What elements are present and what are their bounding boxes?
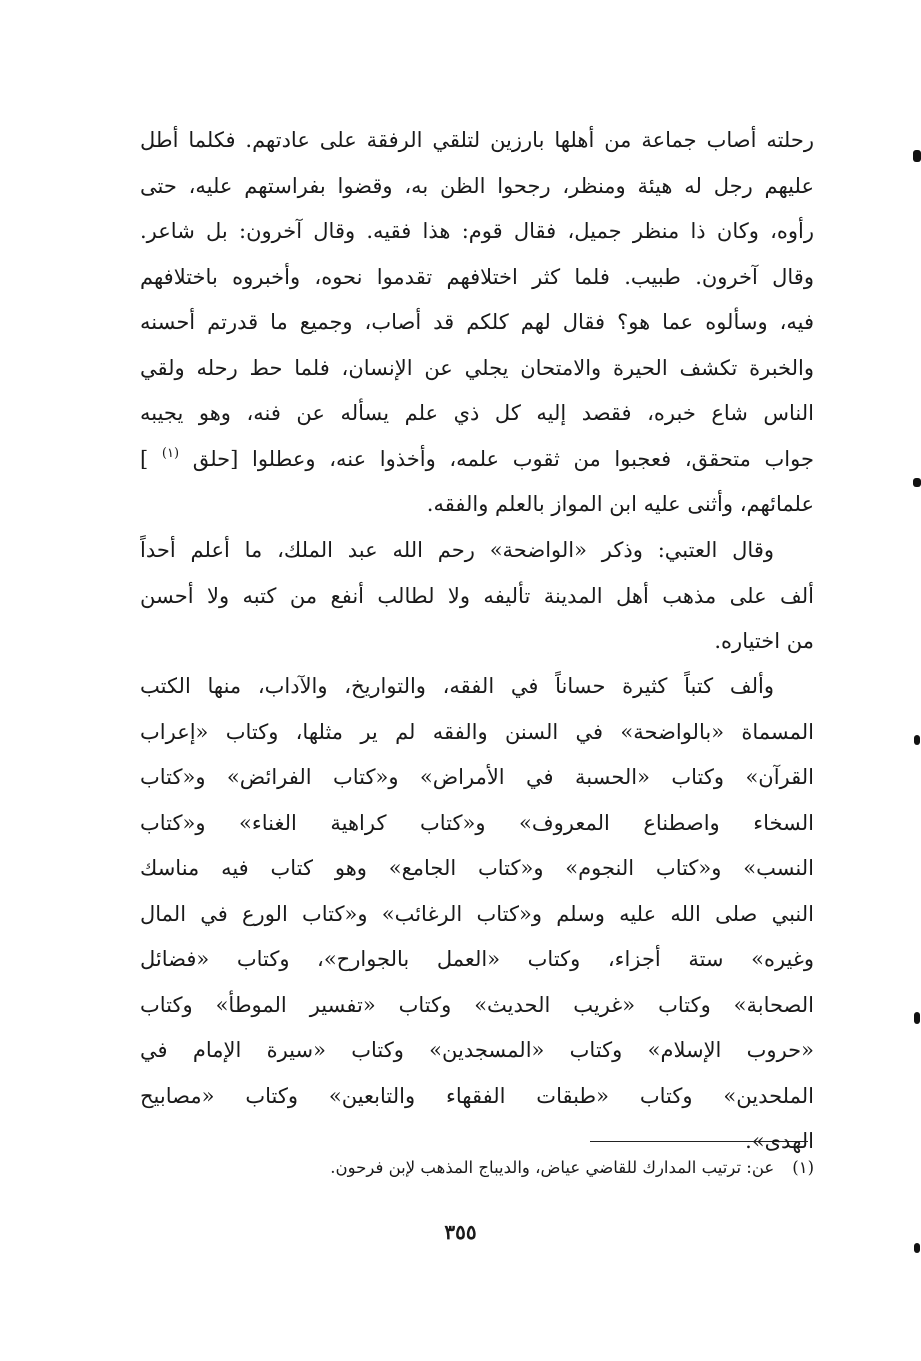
footnote-number: (١) <box>792 1158 814 1177</box>
text-line: من اختياره. <box>714 629 814 653</box>
paragraph-1 <box>140 118 814 528</box>
text-line-with-footnote-ref <box>140 437 814 483</box>
footnote-divider <box>590 1141 808 1142</box>
text-line: المسماة «بالواضحة» في السنن والفقه لم ير مثلها، وكتاب «إعراب <box>140 719 814 744</box>
text-line: «حروب الإسلام» وكتاب «المسجدين» وكتاب «سيرة الإمام في <box>140 1038 814 1062</box>
scan-edge-mark <box>913 478 921 487</box>
text-line: النبي صلى الله عليه وسلم و«كتاب الرغائب» و«كتاب الورع في المال <box>140 901 814 926</box>
text-fragment: جواب متحقق، فعجبوا من ثقوب علمه، وأخذوا عنه، وعطلوا [حلق <box>192 446 814 471</box>
footnote <box>150 1158 814 1177</box>
scan-edge-mark <box>914 1243 920 1253</box>
page-number: ٣٥٥ <box>444 1220 477 1244</box>
text-line: عليهم رجل له هيئة ومنظر، رجحوا الظن به، وقضوا بفراستهم عليه، حتى <box>140 173 814 198</box>
text-line: ألف على مذهب أهل المدينة تأليفه ولا لطالب أنفع من كتبه ولا أحسن <box>140 583 814 608</box>
footnote-text: عن: ترتيب المدارك للقاضي عياض، والديباج المذهب لإبن فرحون. <box>330 1158 775 1177</box>
scan-edge-mark <box>914 1012 920 1024</box>
footnote-reference: (١) <box>161 445 180 461</box>
text-line: وقال آخرون. طبيب. فلما كثر اختلافهم تقدموا نحوه، وأخبروه باختلافهم <box>140 264 814 289</box>
paragraph-3 <box>140 664 814 1165</box>
text-line: وغيره» ستة أجزاء، وكتاب «العمل بالجوارح»، وكتاب «فضائل <box>140 947 814 971</box>
text-line: القرآن» وكتاب «الحسبة في الأمراض» و«كتاب الفرائض» و«كتاب <box>140 765 814 789</box>
text-line: السخاء واصطناع المعروف» و«كتاب كراهية الغناء» و«كتاب <box>140 810 814 835</box>
text-line: رحلته أصاب جماعة من أهلها بارزين لتلقي الرفقة على عادتهم. فكلما أطل <box>140 128 814 152</box>
text-line: والخبرة تكشف الحيرة والامتحان يجلي عن الإنسان، فلما حط رحله ولقي <box>140 355 814 380</box>
text-line: الناس شاع خبره، فقصد إليه كل ذي علم يسأله عن فنه، وهو يجيبه <box>140 401 814 425</box>
text-line: الهدى». <box>745 1129 814 1153</box>
text-line: وألف كتباً كثيرة حساناً في الفقه، والتواريخ، والآداب، منها الكتب <box>140 674 774 698</box>
text-line: فيه، وسألوه عما هو؟ فقال لهم كلكم قد أصاب، وجميع ما قدرتم أحسنه <box>140 310 814 334</box>
text-line: علمائهم، وأثنى عليه ابن المواز بالعلم والفقه. <box>426 492 814 516</box>
text-line: النسب» و«كتاب النجوم» و«كتاب الجامع» وهو كتاب فيه مناسك <box>140 856 814 880</box>
text-line: الملحدين» وكتاب «طبقات الفقهاء والتابعين» وكتاب «مصابيح <box>140 1083 814 1108</box>
text-line: الصحابة» وكتاب «غريب الحديث» وكتاب «تفسير الموطأ» وكتاب <box>140 992 814 1017</box>
closing-bracket: ] <box>140 446 149 471</box>
scan-edge-mark <box>914 735 920 745</box>
text-line: وقال العتبي: وذكر «الواضحة» رحم الله عبد الملك، ما أعلم أحداً <box>140 538 774 562</box>
text-line: رأوه، وكان ذا منظر جميل، فقال قوم: هذا فقيه. وقال آخرون: بل شاعر. <box>140 219 814 243</box>
paragraph-2 <box>140 528 814 665</box>
scan-edge-mark <box>913 150 921 162</box>
